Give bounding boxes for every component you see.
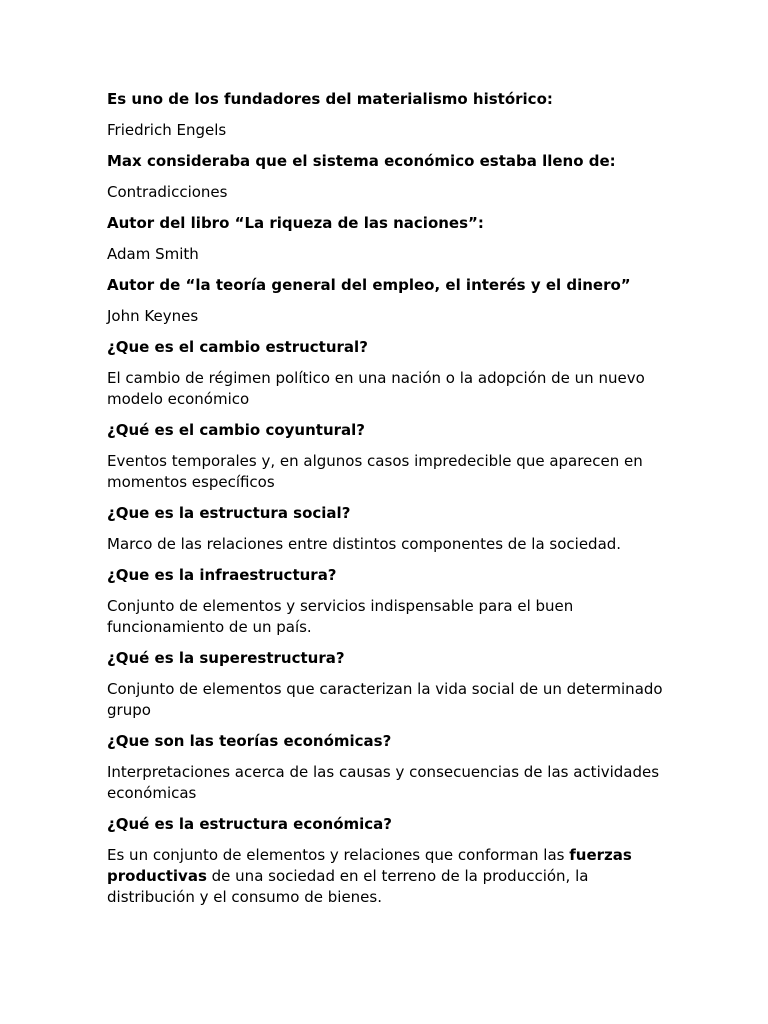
qa-item-5: [107, 337, 668, 410]
answer-text: Conjunto de elementos que caracterizan la vida social de un determinado grupo: [107, 680, 663, 719]
qa-item-6: [107, 420, 668, 493]
question-text: ¿Que es la estructura social?: [107, 504, 351, 522]
answer-text: Conjunto de elementos y servicios indispensable para el buen funcionamiento de un país.: [107, 597, 574, 636]
answer-text: [107, 845, 668, 908]
question-text: ¿Que son las teorías económicas?: [107, 732, 392, 750]
answer-text: El cambio de régimen político en una nación o la adopción de un nuevo modelo económico: [107, 369, 645, 408]
answer-text: Marco de las relaciones entre distintos componentes de la sociedad.: [107, 535, 622, 553]
question-text: Autor del libro “La riqueza de las naciones”:: [107, 214, 484, 232]
answer-text: Friedrich Engels: [107, 121, 227, 139]
qa-item-10: [107, 731, 668, 804]
question-text: ¿Qué es el cambio coyuntural?: [107, 421, 365, 439]
answer-text: John Keynes: [107, 307, 199, 325]
qa-item-8: [107, 565, 668, 638]
qa-item-9: [107, 648, 668, 721]
question-text: ¿Que es la infraestructura?: [107, 566, 337, 584]
question-text: ¿Qué es la superestructura?: [107, 649, 345, 667]
answer-text: Interpretaciones acerca de las causas y consecuencias de las actividades económicas: [107, 763, 660, 802]
answer-text-bold: fuerzas productivas: [107, 846, 632, 885]
qa-item-3: [107, 213, 668, 265]
answer-text: Adam Smith: [107, 245, 199, 263]
question-text: Es uno de los fundadores del materialismo histórico:: [107, 90, 553, 108]
question-text: ¿Que es el cambio estructural?: [107, 338, 368, 356]
qa-item-7: [107, 503, 668, 555]
qa-item-2: [107, 151, 668, 203]
answer-text-part1: Es un conjunto de elementos y relaciones que conforman las: [107, 846, 570, 864]
qa-item-4: [107, 275, 668, 327]
qa-item-1: [107, 89, 668, 141]
question-text: Max consideraba que el sistema económico estaba lleno de:: [107, 152, 616, 170]
qa-item-11: [107, 814, 668, 908]
question-text: Autor de “la teoría general del empleo, el interés y el dinero”: [107, 276, 631, 294]
answer-text: Eventos temporales y, en algunos casos impredecible que aparecen en momentos específicos: [107, 452, 643, 491]
answer-text-part2: de una sociedad en el terreno de la producción, la distribución y el consumo de bienes.: [107, 867, 589, 906]
question-text: ¿Qué es la estructura económica?: [107, 815, 393, 833]
answer-text: Contradicciones: [107, 183, 228, 201]
